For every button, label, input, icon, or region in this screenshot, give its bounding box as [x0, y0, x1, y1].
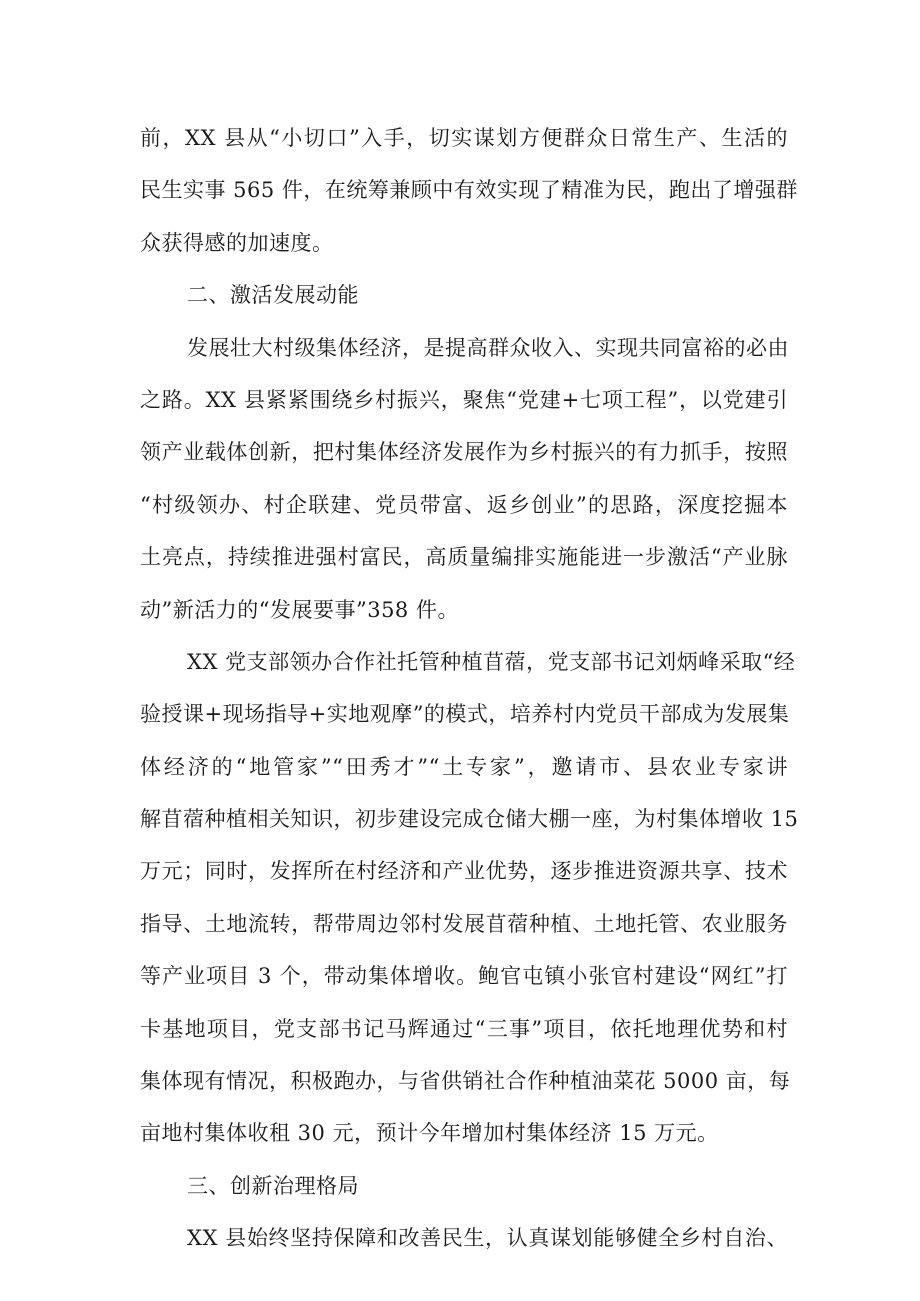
- text-line: 等产业项目 3 个，带动集体增收。鲍官屯镇小张官村建设“网红”打: [140, 964, 788, 989]
- text-line: 领产业载体创新，把村集体经济发展作为乡村振兴的有力抓手，按照: [140, 440, 788, 465]
- text-line: 卡基地项目，党支部书记马辉通过“三事”项目，依托地理优势和村: [140, 1016, 788, 1041]
- text-line: 之路。XX 县紧紧围绕乡村振兴，聚焦“党建+七项工程”，以党建引: [140, 387, 788, 412]
- text-line: 动”新活力的“发展要事”358 件。: [140, 597, 459, 622]
- text-line: 万元；同时，发挥所在村经济和产业优势，逐步推进资源共享、技术: [140, 859, 788, 884]
- text-line: 土亮点，持续推进强村富民，高质量编排实施能进一步激活“产业脉: [140, 545, 788, 570]
- heading-text: 三、创新治理格局: [187, 1173, 359, 1198]
- text-line: XX 县始终坚持保障和改善民生，认真谋划能够健全乡村自治、: [187, 1226, 788, 1251]
- paragraph-governance-start: [140, 1212, 788, 1264]
- text-line: XX 党支部领办合作社托管种植苜蓿，党支部书记刘炳峰采取“经: [187, 649, 796, 674]
- heading-text: 二、激活发展动能: [187, 283, 359, 308]
- paragraph-party-branch-cases: [140, 636, 799, 1160]
- section-heading-2: [140, 269, 788, 321]
- text-line: 指导、土地流转，帮带周边邻村发展苜蓿种植、土地托管、农业服务: [140, 911, 788, 936]
- paragraph-collective-economy: [140, 322, 788, 636]
- text-line: 民生实事 565 件，在统筹兼顾中有效实现了精准为民，跑出了增强群: [140, 178, 798, 203]
- section-heading-3: [140, 1160, 788, 1212]
- text-line: 亩地村集体收租 30 元，预计今年增加村集体经济 15 万元。: [140, 1121, 719, 1146]
- paragraph-livelihood-continuation: [140, 112, 798, 269]
- text-line: 众获得感的加速度。: [140, 230, 334, 255]
- text-line: 集体现有情况，积极跑办，与省供销社合作种植油菜花 5000 亩，每: [140, 1069, 791, 1094]
- text-line: 体经济的“地管家”“田秀才”“土专家”，邀请市、县农业专家讲: [140, 754, 788, 779]
- text-line: 解苜蓿种植相关知识，初步建设完成仓储大棚一座，为村集体增收 15: [140, 807, 799, 832]
- text-line: “村级领办、村企联建、党员带富、返乡创业”的思路，深度挖掘本: [140, 492, 788, 517]
- document-page: [140, 112, 799, 1265]
- text-line: 发展壮大村级集体经济，是提高群众收入、实现共同富裕的必由: [187, 335, 789, 360]
- text-line: 前，XX 县从“小切口”入手，切实谋划方便群众日常生产、生活的: [140, 126, 788, 150]
- text-line: 验授课+现场指导+实地观摩”的模式，培养村内党员干部成为发展集: [140, 702, 790, 727]
